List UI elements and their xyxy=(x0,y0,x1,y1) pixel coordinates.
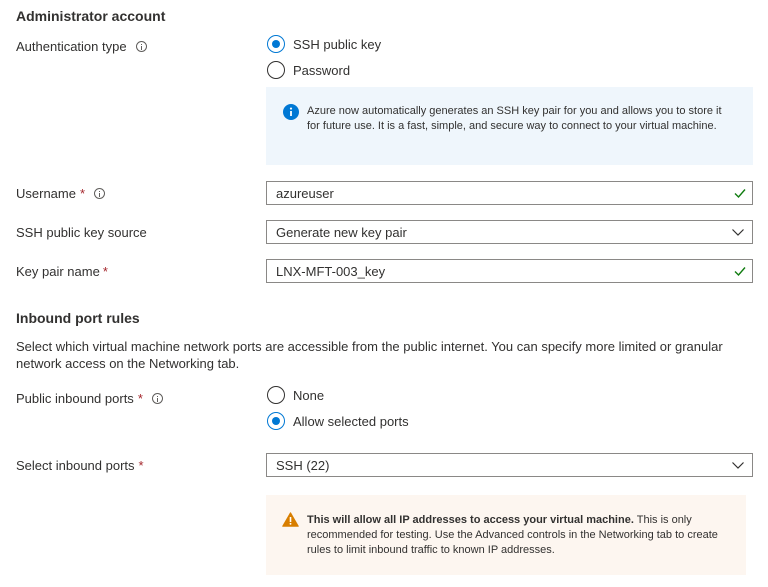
warning-message-text xyxy=(307,513,732,558)
username-label: Username * xyxy=(16,186,105,201)
chevron-down-icon xyxy=(731,225,745,239)
key-pair-label: Key pair name * xyxy=(16,264,108,279)
admin-section-title: Administrator account xyxy=(16,8,166,24)
warning-message-box xyxy=(266,495,746,575)
required-asterisk: * xyxy=(137,391,143,406)
port-option-none[interactable]: None xyxy=(267,386,324,404)
info-filled-icon xyxy=(283,104,299,120)
warning-bold-text: This will allow all IP addresses to access your virtual machine. xyxy=(307,514,634,526)
key-source-dropdown[interactable]: Generate new key pair xyxy=(266,220,753,244)
checkmark-icon xyxy=(733,186,747,200)
radio-allow-selected[interactable] xyxy=(267,412,285,430)
auth-type-label: Authentication type xyxy=(16,39,147,54)
select-ports-label: Select inbound ports * xyxy=(16,458,144,473)
required-asterisk: * xyxy=(138,458,144,473)
info-message-box xyxy=(266,87,753,165)
info-icon[interactable] xyxy=(152,393,163,404)
radio-password[interactable] xyxy=(267,61,285,79)
public-ports-label: Public inbound ports * xyxy=(16,391,163,406)
radio-none[interactable] xyxy=(267,386,285,404)
info-icon[interactable] xyxy=(94,188,105,199)
info-icon[interactable] xyxy=(136,41,147,52)
info-message-text: Azure now automatically generates an SSH key pair for you and allows you to store it for future use. It is a fast, simple, and secure way to connect to your virtual machine. xyxy=(307,105,722,132)
key-source-label: SSH public key source xyxy=(16,225,147,240)
checkmark-icon xyxy=(733,264,747,278)
auth-option-ssh[interactable]: SSH public key xyxy=(267,35,381,53)
warning-detail-text: This is only recommended for testing. Use the Advanced controls in the Networking tab to create rules to limit inbound traffic to known IP addresses. xyxy=(307,514,718,556)
required-asterisk: * xyxy=(79,186,86,201)
auth-option-password[interactable]: Password xyxy=(267,61,350,79)
select-ports-dropdown[interactable]: SSH (22) xyxy=(266,453,753,477)
warning-icon xyxy=(282,512,299,527)
port-option-allow[interactable]: Allow selected ports xyxy=(267,412,409,430)
chevron-down-icon xyxy=(731,458,745,472)
inbound-description: Select which virtual machine network ports are accessible from the public internet. You can specify more limited or granular network access on the Networking tab. xyxy=(16,339,723,371)
username-input[interactable]: azureuser xyxy=(266,181,753,205)
required-asterisk: * xyxy=(102,264,108,279)
key-pair-input[interactable]: LNX-MFT-003_key xyxy=(266,259,753,283)
inbound-section-title: Inbound port rules xyxy=(16,310,140,326)
radio-ssh-selected[interactable] xyxy=(267,35,285,53)
